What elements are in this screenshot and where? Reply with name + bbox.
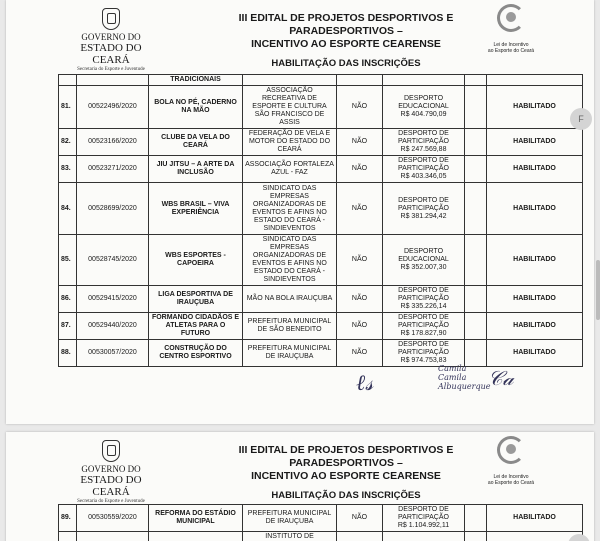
flag-cell: NÃO xyxy=(337,286,383,313)
empty-cell xyxy=(59,532,77,541)
dimension-label: DESPORTO DE PARTICIPAÇÃO xyxy=(398,130,449,145)
status-cell: HABILITADO xyxy=(487,183,583,235)
proponent-name: FEDERAÇÃO DE VELA E MOTOR DO ESTADO DO CEARÁ xyxy=(243,129,337,156)
proponent-name: SINDICATO DAS EMPRESAS ORGANIZADORAS DE EVENTOS E AFINS NO ESTADO DO CEARÁ - SINDIEVENTOS xyxy=(243,235,337,286)
empty-cell xyxy=(465,156,487,183)
empty-cell xyxy=(149,532,243,541)
dimension-label: DESPORTO DE PARTICIPAÇÃO xyxy=(398,506,449,521)
dimension-cell xyxy=(383,156,465,183)
page-header xyxy=(6,0,594,78)
title-line2: INCENTIVO AO ESPORTE CEARENSE xyxy=(251,38,441,50)
status-cell: HABILITADO xyxy=(487,235,583,286)
dimension-cell xyxy=(383,286,465,313)
process-number: 00529440/2020 xyxy=(77,313,149,340)
project-name: CLUBE DA VELA DO CEARÁ xyxy=(149,129,243,156)
gov-line1: GOVERNO DO xyxy=(81,32,141,42)
flag-cell: NÃO xyxy=(337,505,383,532)
empty-cell xyxy=(465,129,487,156)
document-page-1 xyxy=(6,0,594,424)
empty-cell xyxy=(77,532,149,541)
amount-value: R$ 404.790,09 xyxy=(400,111,447,118)
state-seal-icon xyxy=(102,8,120,30)
amount-value: R$ 974.753,83 xyxy=(400,357,447,364)
dimension-cell xyxy=(383,505,465,532)
process-number: 00529415/2020 xyxy=(77,286,149,313)
proponent-name: INSTITUTO DE xyxy=(243,532,337,541)
dimension-label: DESPORTO EDUCACIONAL xyxy=(398,95,449,110)
status-cell: HABILITADO xyxy=(487,156,583,183)
empty-cell xyxy=(465,313,487,340)
amount-value: R$ 1.104.992,11 xyxy=(397,522,450,529)
page-header-2 xyxy=(6,432,594,510)
signature-text: Camila Camila Albuquerque xyxy=(438,364,491,391)
proponent-name: PREFEITURA MUNICIPAL DE IRAUÇUBA xyxy=(243,340,337,367)
swirl-logo-icon xyxy=(497,436,525,464)
row-number: 83. xyxy=(59,156,77,183)
row-number: 84. xyxy=(59,183,77,235)
project-name: BOLA NO PÉ, CADERNO NA MÃO xyxy=(149,86,243,129)
lei-text: Lei de Incentivo ao Esporte do Ceará xyxy=(487,42,535,54)
empty-cell xyxy=(465,235,487,286)
row-number: 87. xyxy=(59,313,77,340)
document-page-2 xyxy=(6,432,594,541)
inscriptions-table-2 xyxy=(58,504,583,541)
title-line1: III EDITAL DE PROJETOS DESPORTIVOS E PARADESPORTIVOS – xyxy=(238,12,454,37)
process-number: 00528745/2020 xyxy=(77,235,149,286)
empty-cell xyxy=(337,532,383,541)
dimension-label: DESPORTO DE PARTICIPAÇÃO xyxy=(398,157,449,172)
inscriptions-table xyxy=(58,74,583,367)
table-row xyxy=(59,505,583,532)
dimension-cell xyxy=(383,86,465,129)
table-row xyxy=(59,86,583,129)
amount-value: R$ 335.226,14 xyxy=(400,303,447,310)
amount-value: R$ 178.827,90 xyxy=(400,330,447,337)
dimension-cell xyxy=(383,313,465,340)
row-number: 82. xyxy=(59,129,77,156)
flag-cell: NÃO xyxy=(337,129,383,156)
project-name: LIGA DESPORTIVA DE IRAUÇUBA xyxy=(149,286,243,313)
government-logo-2: GOVERNO DO ESTADO DO CEARÁ Secretaria do Esporte e Juventude xyxy=(66,440,156,505)
process-number: 00530057/2020 xyxy=(77,340,149,367)
dimension-cell xyxy=(383,235,465,286)
signatures-area xyxy=(6,362,594,412)
proponent-name: SINDICATO DAS EMPRESAS ORGANIZADORAS DE EVENTOS E AFINS NO ESTADO DO CEARÁ - SINDIEVENTOS xyxy=(243,183,337,235)
flag-cell: NÃO xyxy=(337,183,383,235)
gov-line2: ESTADO DO CEARÁ xyxy=(80,42,142,66)
project-name: REFORMA DO ESTÁDIO MUNICIPAL xyxy=(149,505,243,532)
table-row xyxy=(59,313,583,340)
category-subheader: TRADICIONAIS xyxy=(149,75,243,86)
dimension-cell xyxy=(383,183,465,235)
table-row xyxy=(59,129,583,156)
empty-cell xyxy=(465,86,487,129)
process-number: 00530559/2020 xyxy=(77,505,149,532)
dimension-label: DESPORTO DE PARTICIPAÇÃO xyxy=(398,341,449,356)
flag-cell: NÃO xyxy=(337,313,383,340)
empty-cell xyxy=(383,532,465,541)
table-row-partial xyxy=(59,532,583,541)
project-name: WBS BRASIL – VIVA EXPERIÊNCIA xyxy=(149,183,243,235)
signature-mark-2: 𝒞𝒶 xyxy=(488,366,514,390)
dimension-label: DESPORTO DE PARTICIPAÇÃO xyxy=(398,287,449,302)
document-title-2: III EDITAL DE PROJETOS DESPORTIVOS E PARADESPORTIVOS – INCENTIVO AO ESPORTE CEARENSE xyxy=(238,444,454,482)
status-cell: HABILITADO xyxy=(487,86,583,129)
table-row xyxy=(59,235,583,286)
proponent-name: PREFEITURA MUNICIPAL DE IRAUÇUBA xyxy=(243,505,337,532)
process-number: 00528699/2020 xyxy=(77,183,149,235)
proponent-name: MÃO NA BOLA IRAUÇUBA xyxy=(243,286,337,313)
status-cell: HABILITADO xyxy=(487,505,583,532)
flag-cell: NÃO xyxy=(337,156,383,183)
status-cell: HABILITADO xyxy=(487,340,583,367)
government-logo xyxy=(66,8,156,73)
process-number: 00522496/2020 xyxy=(77,86,149,129)
amount-value: R$ 403.346,05 xyxy=(400,173,447,180)
row-number: 88. xyxy=(59,340,77,367)
signature-mark-1: ℓ𝓈 xyxy=(356,371,374,396)
amount-value: R$ 352.007,30 xyxy=(400,264,447,271)
flag-cell: NÃO xyxy=(337,340,383,367)
table-row xyxy=(59,286,583,313)
proponent-name: ASSOCIAÇÃO RECREATIVA DE ESPORTE E CULTURA SÃO FRANCISCO DE ASSIS xyxy=(243,86,337,129)
empty-cell xyxy=(465,286,487,313)
dimension-label: DESPORTO DE PARTICIPAÇÃO xyxy=(398,196,449,212)
row-number: 89. xyxy=(59,505,77,532)
status-cell: HABILITADO xyxy=(487,129,583,156)
process-number: 00523271/2020 xyxy=(77,156,149,183)
project-name: WBS ESPORTES - CAPOEIRA xyxy=(149,235,243,286)
project-name: CONSTRUÇÃO DO CENTRO ESPORTIVO xyxy=(149,340,243,367)
dimension-label: DESPORTO EDUCACIONAL xyxy=(398,248,449,263)
table-row xyxy=(59,156,583,183)
row-number: 85. xyxy=(59,235,77,286)
document-subtitle-2: HABILITAÇÃO DAS INSCRIÇÕES xyxy=(271,490,421,501)
process-number: 00523166/2020 xyxy=(77,129,149,156)
empty-cell xyxy=(465,183,487,235)
incentive-law-logo xyxy=(476,4,546,54)
status-cell: HABILITADO xyxy=(487,286,583,313)
row-number: 86. xyxy=(59,286,77,313)
document-subtitle: HABILITAÇÃO DAS INSCRIÇÕES xyxy=(271,58,421,69)
document-title xyxy=(196,12,496,51)
swirl-logo-icon xyxy=(497,4,525,32)
gov-line3: Secretaria do Esporte e Juventude xyxy=(77,67,145,72)
proponent-name: PREFEITURA MUNICIPAL DE SÃO BENEDITO xyxy=(243,313,337,340)
page-scroll-button[interactable]: F xyxy=(570,108,592,130)
project-name: FORMANDO CIDADÃOS E ATLETAS PARA O FUTURO xyxy=(149,313,243,340)
empty-cell xyxy=(465,532,487,541)
amount-value: R$ 247.569,88 xyxy=(400,146,447,153)
project-name: JIU JITSU – A ARTE DA INCLUSÃO xyxy=(149,156,243,183)
flag-cell: NÃO xyxy=(337,86,383,129)
amount-value: R$ 381.294,42 xyxy=(400,212,447,220)
flag-cell: NÃO xyxy=(337,235,383,286)
scrollbar-thumb[interactable] xyxy=(596,260,600,320)
proponent-name: ASSOCIAÇÃO FORTALEZA AZUL - FAZ xyxy=(243,156,337,183)
row-number: 81. xyxy=(59,86,77,129)
empty-cell xyxy=(465,505,487,532)
dimension-cell xyxy=(383,129,465,156)
dimension-label: DESPORTO DE PARTICIPAÇÃO xyxy=(398,314,449,329)
table-subheader-row xyxy=(59,75,583,86)
state-seal-icon xyxy=(102,440,120,462)
incentive-law-logo-2: Lei de Incentivo ao Esporte do Ceará xyxy=(476,436,546,486)
status-cell: HABILITADO xyxy=(487,313,583,340)
table-row xyxy=(59,183,583,235)
